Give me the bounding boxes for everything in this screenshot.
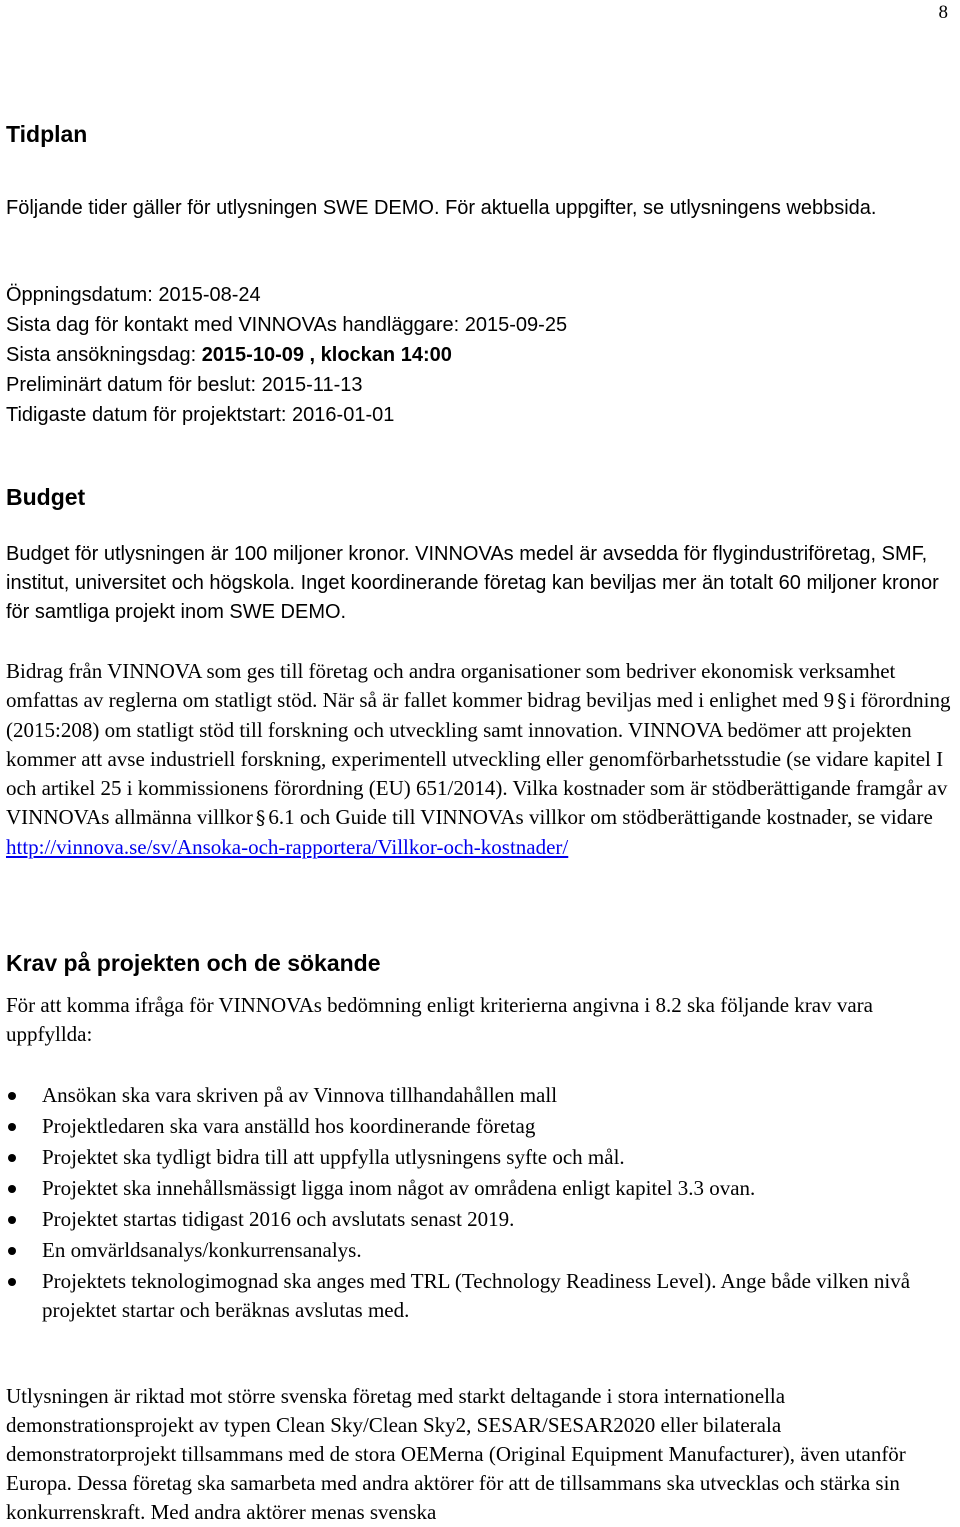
villkor-link[interactable]: http://vinnova.se/sv/Ansoka-och-rapportera/Villkor-och-kostnader/ bbox=[6, 835, 569, 859]
date-row-deadline bbox=[6, 340, 567, 370]
list-item: Ansökan ska vara skriven på av Vinnova tillhandahållen mall bbox=[0, 1081, 945, 1110]
date-row-opening bbox=[6, 280, 567, 310]
budget-text-c: 6.1 och Guide till VINNOVAs villkor om stödberättigande kostnader, se vidare bbox=[268, 805, 933, 829]
list-item: Projektet ska innehållsmässigt ligga inom något av områdena enligt kapitel 3.3 ovan. bbox=[0, 1174, 945, 1203]
date-label: Öppningsdatum: bbox=[6, 284, 159, 306]
budget-text-b: i förordning (2015:208) om statligt stöd till forskning och utveckling samt innovation. VINNOVA bedömer att projekten kommer att avse industriell forskning, experimentell utveckling eller genomförbarhetsstudie (se vidare kapitel I och artikel 25 i kommissionens förordning (EU) 651/2014). Vilka kostnader som är stödberättigande framgår av VINNOVAs allmänna villkor bbox=[6, 688, 951, 829]
list-item: Projektet ska tydligt bidra till att uppfylla utlysningens syfte och mål. bbox=[0, 1143, 945, 1172]
date-label: Preliminärt datum för beslut: bbox=[6, 374, 262, 396]
closing-paragraph: Utlysningen är riktad mot större svenska företag med starkt deltagande i stora internationella demonstrationsprojekt av typen Clean Sky/Clean Sky2, SESAR/SESAR2020 eller bilaterala demonstratorprojekt tillsammans med de stora OEMerna (Original Equipment Manufacturer), även utanför Europa. Dessa företag ska samarbeta med andra aktörer för att de tillsammans ska utvecklas och stärka sin konkurrenskraft. Med andra aktörer menas svenska bbox=[6, 1384, 906, 1524]
date-row-start bbox=[6, 400, 567, 430]
budget-heading: Budget bbox=[6, 484, 86, 510]
section-symbol: § bbox=[255, 807, 266, 829]
tidplan-heading: Tidplan bbox=[6, 121, 88, 147]
krav-list bbox=[0, 1081, 945, 1327]
krav-intro: För att komma ifråga för VINNOVAs bedömning enligt kriterierna angivna i 8.2 ska följande krav vara uppfyllda: bbox=[6, 993, 873, 1046]
budget-paragraph-1: Budget för utlysningen är 100 miljoner kronor. VINNOVAs medel är avsedda för flygindustriföretag, SMF, institut, universitet och högskola. Inget koordinerande företag kan beviljas mer än totalt 60 miljoner kronor för samtliga projekt inom SWE DEMO. bbox=[6, 543, 939, 623]
page-number: 8 bbox=[938, 2, 948, 23]
date-value: 2015-10-09 , klockan 14:00 bbox=[201, 344, 452, 366]
date-value: 2015-11-13 bbox=[261, 374, 363, 396]
tidplan-intro: Följande tider gäller för utlysningen SWE DEMO. För aktuella uppgifter, se utlysningens webbsida. bbox=[6, 197, 877, 219]
list-item: Projektledaren ska vara anställd hos koordinerande företag bbox=[0, 1112, 945, 1141]
krav-heading: Krav på projekten och de sökande bbox=[6, 950, 381, 976]
list-item: Projektets teknologimognad ska anges med TRL (Technology Readiness Level). Ange både vilken nivå projektet startar och beräknas avslutas med. bbox=[0, 1267, 945, 1325]
date-row-decision bbox=[6, 370, 567, 400]
section-symbol: § bbox=[837, 690, 847, 712]
list-item: En omvärldsanalys/konkurrensanalys. bbox=[0, 1236, 945, 1265]
date-value: 2015-09-25 bbox=[464, 314, 568, 336]
budget-paragraph-2 bbox=[6, 657, 954, 862]
dates-list bbox=[6, 280, 567, 430]
date-label: Sista dag för kontakt med VINNOVAs handläggare: bbox=[6, 314, 465, 336]
budget-text-a: Bidrag från VINNOVA som ges till företag och andra organisationer som bedriver ekonomisk verksamhet omfattas av reglerna om statligt stöd. När så är fallet kommer bidrag beviljas med i enlighet med 9 bbox=[6, 659, 896, 712]
date-value: 2015-08-24 bbox=[158, 284, 261, 306]
date-label: Tidigaste datum för projektstart: bbox=[6, 404, 293, 426]
date-value: 2016-01-01 bbox=[292, 404, 395, 426]
list-item: Projektet startas tidigast 2016 och avslutats senast 2019. bbox=[0, 1205, 945, 1234]
date-row-contact bbox=[6, 310, 567, 340]
date-label: Sista ansökningsdag: bbox=[6, 344, 202, 366]
